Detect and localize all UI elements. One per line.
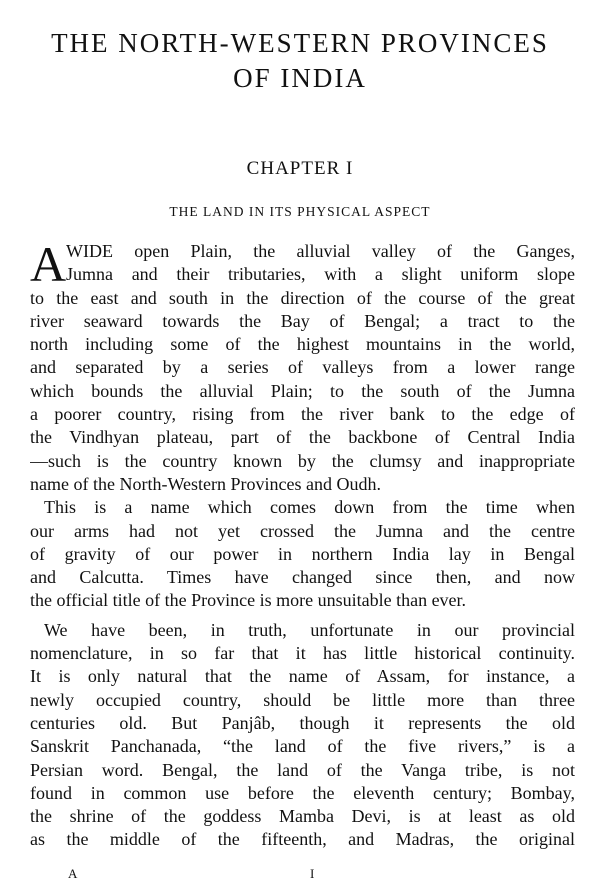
text-line: We have been, in truth, unfortunate in our provincial xyxy=(44,619,575,640)
text-line: north including some of the highest mountains in the world, xyxy=(30,334,575,355)
text-line: and separated by a series of valleys from a lower range xyxy=(30,357,575,378)
text-line: of gravity of our power in northern India lay in Bengal xyxy=(30,543,575,564)
signature-mark: A xyxy=(68,866,78,881)
paragraph-3 xyxy=(30,619,575,852)
text-line: a poorer country, rising from the river bank to the edge of xyxy=(30,404,575,425)
chapter-title: THE LAND IN ITS PHYSICAL ASPECT xyxy=(169,204,431,219)
text-line: newly occupied country, should be little more than three xyxy=(30,689,575,710)
text-line: the official title of the Province is more unsuitable than ever. xyxy=(30,590,467,611)
text-line: name of the North-Western Provinces and Oudh. xyxy=(30,473,381,494)
text-line: This is a name which comes down from the time when xyxy=(44,497,575,518)
body-text xyxy=(30,236,575,852)
text-line: which bounds the alluvial Plain; to the south of the Jumna xyxy=(30,380,575,401)
text-line: —such is the country known by the clumsy and inappropriate xyxy=(30,450,575,471)
text-line: WIDE open Plain, the alluvial valley of the Ganges, xyxy=(66,241,575,261)
text-line: It is only natural that the name of Assam, for instance, a xyxy=(30,666,575,687)
text-line: to the east and south in the direction of the course of the great xyxy=(30,287,575,308)
text-line: river seaward towards the Bay of Bengal; a tract to the xyxy=(30,310,575,331)
chapter-number: CHAPTER I xyxy=(246,158,354,179)
text-line: Persian word. Bengal, the land of the Vanga tribe, is not xyxy=(30,759,575,780)
paragraph-2 xyxy=(30,496,575,612)
text-line: centuries old. But Panjâb, though it represents the old xyxy=(30,712,575,733)
text-line: Jumna and their tributaries, with a slight uniform slope xyxy=(66,264,575,285)
text-line: the Vindhyan plateau, part of the backbone of Central India xyxy=(30,427,575,448)
book-title-line-2: OF INDIA xyxy=(233,63,367,93)
page-number: I xyxy=(310,866,315,881)
text-line: and Calcutta. Times have changed since then, and now xyxy=(30,567,575,588)
text-line: as the middle of the fifteenth, and Madras, the original xyxy=(30,829,575,850)
drop-cap: A xyxy=(30,236,67,292)
text-line: nomenclature, in so far that it has little historical continuity. xyxy=(30,643,575,664)
text-line: our arms had not yet crossed the Jumna and the centre xyxy=(30,520,575,541)
paragraph-1 xyxy=(30,236,575,496)
book-title-line-1: THE NORTH-WESTERN PROVINCES xyxy=(51,28,549,58)
text-line: found in common use before the eleventh century; Bombay, xyxy=(30,782,575,803)
text-line: Sanskrit Panchanada, “the land of the five rivers,” is a xyxy=(30,736,575,757)
text-line: the shrine of the goddess Mamba Devi, is at least as old xyxy=(30,806,575,827)
first-word: WIDE xyxy=(66,241,113,261)
